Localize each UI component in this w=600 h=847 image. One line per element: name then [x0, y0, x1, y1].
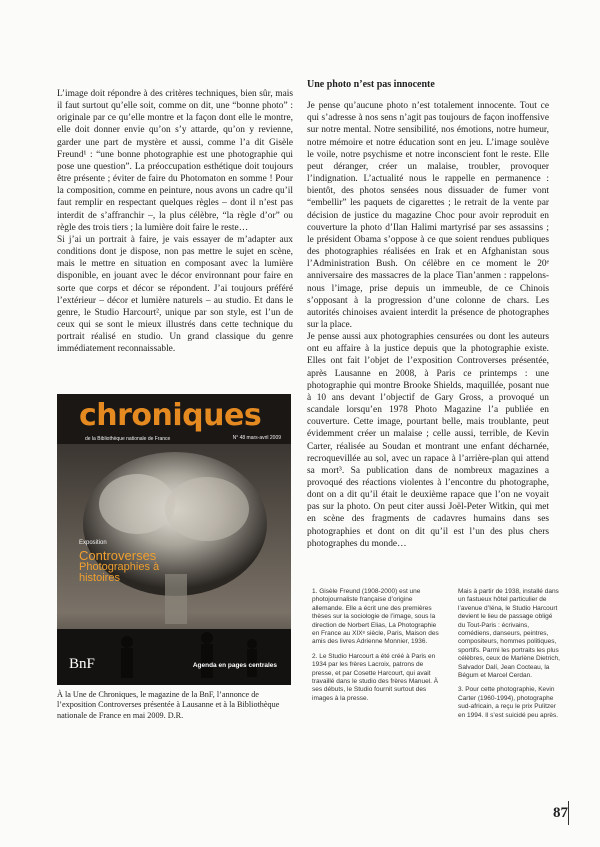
footnotes-right: [458, 588, 560, 726]
cover-expo-label: Exposition: [79, 540, 107, 546]
footnote-1: 1. Gisèle Freund (1908-2000) est une photojournaliste française d’origine allemande. Elle a écrit une des premières thèses sur la sociologie de l’image, sous la direction de Norbert Elias, La Photographie en France au XIXᵉ siècle, Paris, Maison des amis des livres Adrienne Monnier, 1936.: [312, 588, 439, 646]
cover-expo-subtitle: Photographies à histoires: [79, 561, 160, 584]
page-number: 87: [553, 805, 568, 821]
magazine-cover-image: [57, 394, 291, 685]
footnote-3: 3. Pour cette photographie, Kevin Carter (1960-1994), photographe sud-africain, a reçu le prix Pulitzer en 1994. Il s’est suicidé peu après.: [458, 686, 559, 719]
right-column: [307, 79, 549, 550]
cover-expo-title: Controverses: [79, 548, 157, 563]
cover-masthead: chroniques: [79, 398, 262, 433]
section-heading: Une photo n’est pas innocente: [307, 79, 435, 90]
bnf-logo: BnF: [69, 656, 95, 672]
page-number-rule: [568, 801, 569, 825]
right-paragraph-2: Je pense aussi aux photographies censurées ou dont les auteurs ont eu affaire à la justice depuis que la photographie existe. Elles ont fait l’objet de l’exposition Controverses présentée, après Lausanne en 2008, à Paris ce printemps : une photographie qui montre Brooke Shields, maquillée, posant nue à 10 ans devant l’objectif de Gary Gross, a provoqué un scandale lorsqu’en 1978 Photo Magazine l’a publiée en couverture. Cette image, pourtant belle, mais troublante, peut évidemment créer un malaise ; celle aussi, terrible, de Kevin Carter, réalisée au Soudan et montrant une enfant décharnée, recroquevillée au sol, avec un rapace à l’arrière-plan qui attend sa mort³. Sa publication dans de nombreux magazines a provoqué des réactions violentes à l’encontre du photographe, dont on a dit qu’il était le deuxième rapace que l’on ne voyait pas sur la photo. On peut citer aussi Joël-Peter Witkin, qui met en scène des fragments de cadavres humains dans ses photographies et dont on dit qu’il est l’un des plus chers photographes du monde…: [307, 332, 549, 549]
footnotes-left: [312, 588, 440, 709]
footnote-2-continued: Mais à partir de 1938, installé dans un fastueux hôtel particulier de l’avenue d’Iéna, le Studio Harcourt devient le lieu de passage obligé du Tout-Paris : écrivains, comédiens, danseurs, peintres, compositeurs, hommes politiques, sportifs. Parmi les portraits les plus célèbres, ceux de Marlène Dietrich, Salvador Dalí, Jean Cocteau, la Bégum et Marcel Cerdan.: [458, 588, 560, 680]
footnote-2: 2. Le Studio Harcourt a été créé à Paris en 1934 par les frères Lacroix, patrons de presse, et par Cosette Harcourt, qui avait travaillé dans le studio des frères Manuel. À ses débuts, le Studio fournit surtout des images à la presse.: [312, 652, 439, 702]
left-paragraph-2: Si j’ai un portrait à faire, je vais essayer de m’adapter aux conditions dont je dispose, non pas mettre le sujet en scène, mais le mettre en situation en composant avec la lumière disponible, en jouant avec le décor environnant pour faire en sorte que corps et décor se répondent. J’ai toujours préféré l’extérieur – décor et lumière naturels – au studio. Et dans le genre, le Studio Harcourt², unique par son style, est l’un de ceux qui se sont le mieux illustrés dans cette technique du portrait réalisé en studio. Un grand classique du genre immédiatement reconnaissable.: [57, 234, 293, 355]
left-paragraph-1: L’image doit répondre à des critères techniques, bien sûr, mais il faut surtout qu’elle soit, comme on dit, une “bonne photo” : originale par ce qu’elle montre et la façon dont elle le montre, elle doit donner envie qu’on s’y attarde, qu’on y revienne, garder une part de mystère et aussi, comme l’a dit Gisèle Freund¹ : “une bonne photographie est une photographie qui pose une question”. La préoccupation esthétique doit toujours être présente ; éviter de faire du Photomaton en somme ! Pour la composition, comme en peinture, nous avons un cadre qu’il faut remplir en respectant quelques règles – dont il n’est pas interdit de s’affranchir –, la plus célèbre, “la règle d’or” ou règle des trois tiers ; la lumière doit faire le reste…: [57, 89, 293, 233]
cover-caption: À la Une de Chroniques, le magazine de la BnF, l’annonce de l’exposition Controverses présentée à Lausanne et à la Bibliothèque nationale de France en mai 2009. D.R.: [57, 690, 280, 720]
cover-subtitle: de la Bibliothèque nationale de France: [85, 436, 171, 442]
cover-issue: N° 48 mars-avril 2009: [232, 435, 281, 441]
left-column: [57, 88, 293, 355]
right-paragraph-1: Je pense qu’aucune photo n’est totalement innocente. Tout ce qui s’adresse à nos sens n’agit pas toujours de façon inoffensive sur notre mental. Notre sensibilité, nos émotions, notre humeur, notre mémoire et notre éducation sont en jeu. L’image soulève le voile, notre psychisme et notre inconscient font le reste. Elle peut déranger, créer un malaise, troubler, provoquer l’indignation. L’actualité nous le rappelle en permanence : bientôt, des photos sensées nous dissuader de fumer vont “embellir” les paquets de cigarettes ; le retrait de la vente par décision de justice du magazine Choc pour avoir reproduit en couverture la photo d’Ilan Halimi martyrisé par ses assassins ; le président Obama s’oppose à ce que soient rendues publiques des photographies réalisées en Irak et en Afghanistan sous l’Administration Bush. On célèbre en ce moment le 20ᵉ anniversaire des massacres de la place Tian’anmen : rappelons-nous l’image, prise depuis un immeuble, de ce Chinois s’opposant à la progression d’une colonne de chars. Les autorités chinoises avaient interdit la présence de photographes sur la place.: [307, 101, 549, 330]
cover-agenda: Agenda en pages centrales: [192, 662, 277, 669]
